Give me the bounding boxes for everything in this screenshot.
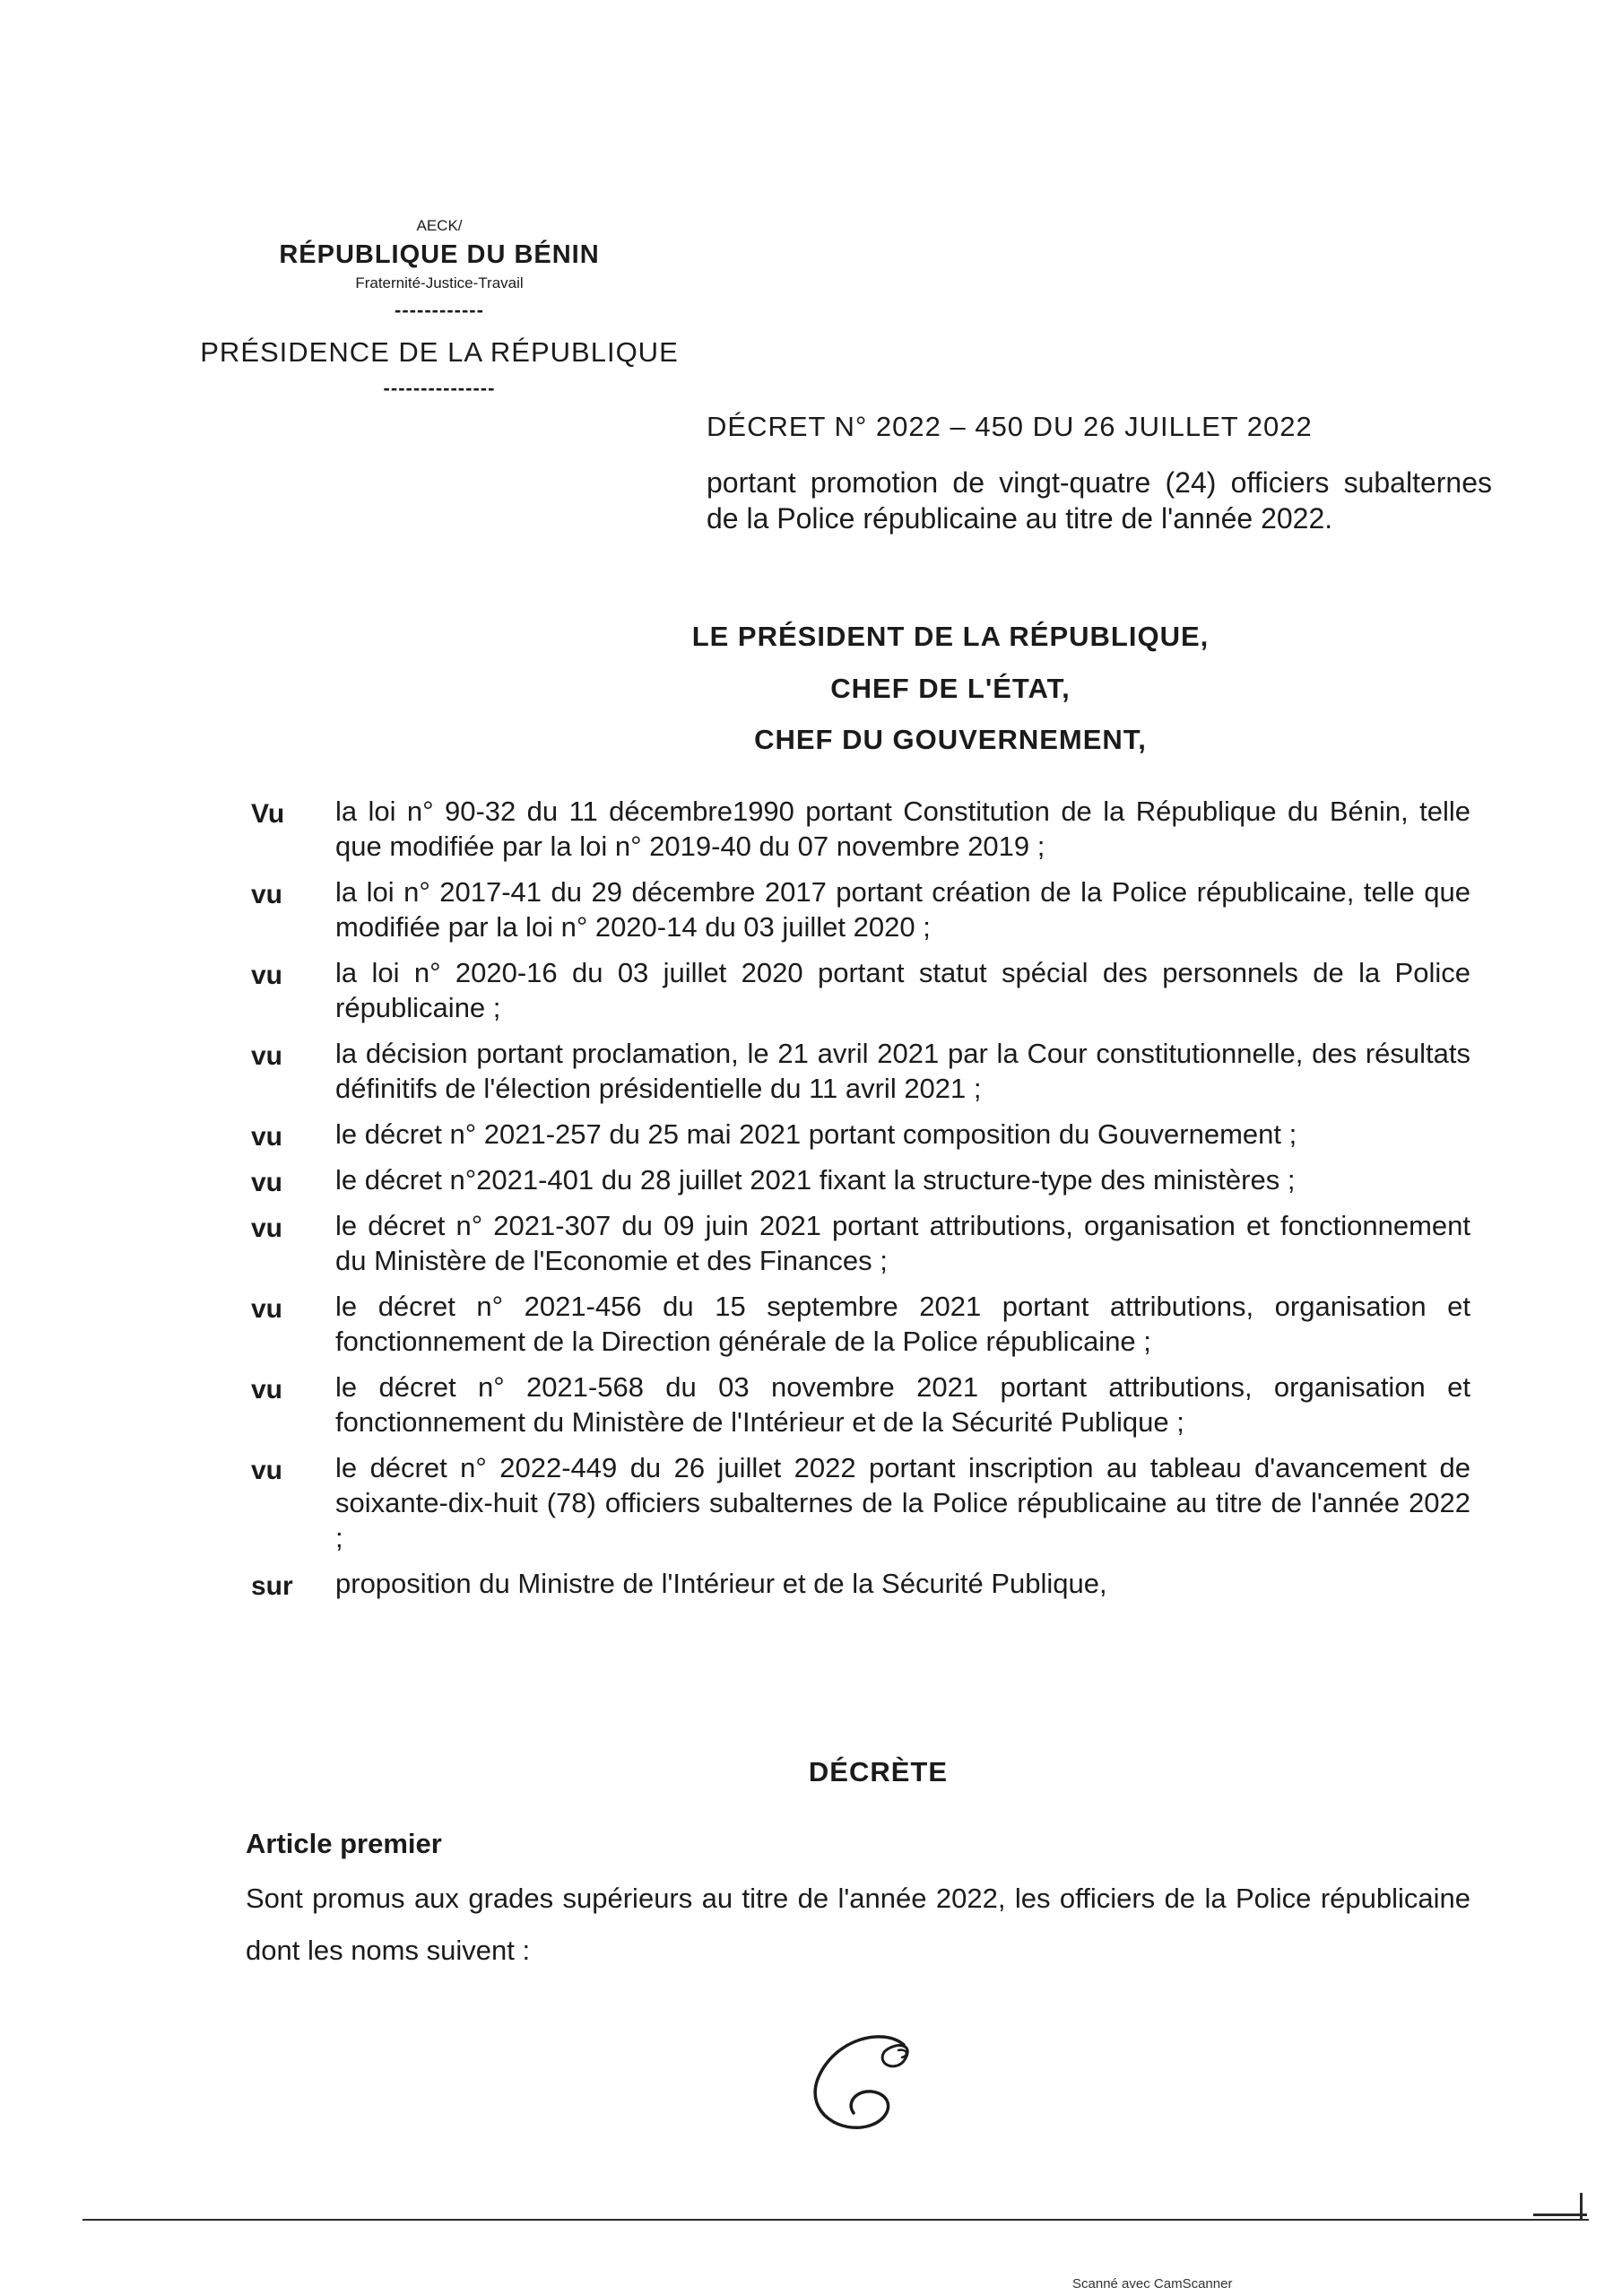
visa-keyword: sur: [251, 1571, 293, 1601]
decree-object: portant promotion de vingt-quatre (24) officiers subalternes de la Police républicaine au titre de l'année 2022.: [707, 466, 1492, 535]
republic-heading: RÉPUBLIQUE DU BÉNIN: [279, 240, 600, 269]
president-title-line-1: LE PRÉSIDENT DE LA RÉPUBLIQUE,: [691, 621, 1210, 652]
visa-text: la loi n° 90-32 du 11 décembre1990 portant Constitution de la République du Bénin, telle que modifiée par la loi n° 2019-40 du 07 novembre 2019 ;: [335, 796, 1470, 862]
visa-item: [251, 1208, 1470, 1278]
visa-keyword: vu: [251, 1122, 283, 1152]
document-sigle: AECK/: [416, 217, 463, 234]
visa-keyword: vu: [251, 1041, 283, 1071]
visa-keyword: vu: [251, 1456, 283, 1485]
visa-text: le décret n° 2021-257 du 25 mai 2021 portant composition du Gouvernement ;: [335, 1118, 1297, 1150]
visa-text: le décret n° 2022-449 du 26 juillet 2022 portant inscription au tableau d'avancement de soixante-dix-huit (78) officiers subalternes de la Police républicaine au titre de l'année 2022 ;: [335, 1452, 1470, 1553]
visa-item: [251, 1450, 1470, 1555]
decree-title: DÉCRET N° 2022 – 450 DU 26 JUILLET 2022: [707, 411, 1313, 442]
header-separator: ------------: [395, 299, 484, 321]
visa-item: [251, 1036, 1470, 1106]
scanner-watermark: Scanné avec CamScanner: [1072, 2276, 1233, 2292]
footer-tick: [1580, 2193, 1583, 2220]
visa-list: [251, 794, 1470, 1612]
visa-keyword: vu: [251, 1213, 283, 1243]
decrete-heading: DÉCRÈTE: [808, 1756, 949, 1787]
footer-rule-accent: [1533, 2213, 1587, 2216]
visa-text: le décret n°2021-401 du 28 juillet 2021 fixant la structure-type des ministères ;: [335, 1164, 1296, 1196]
visa-keyword: vu: [251, 1294, 283, 1324]
visa-text: la loi n° 2017-41 du 29 décembre 2017 portant création de la Police républicaine, telle que modifiée par la loi n° 2020-14 du 03 juillet 2020 ;: [335, 876, 1470, 943]
signature-initial-icon: [798, 2025, 932, 2142]
visa-text: le décret n° 2021-568 du 03 novembre 2021 portant attributions, organisation et fonctionnement du Ministère de l'Intérieur et de la Sécurité Publique ;: [335, 1371, 1470, 1438]
visa-text: le décret n° 2021-456 du 15 septembre 2021 portant attributions, organisation et fonctionnement de la Direction générale de la Police républicaine ;: [335, 1291, 1470, 1357]
visa-item: [251, 1370, 1470, 1439]
visa-text: proposition du Ministre de l'Intérieur et de la Sécurité Publique,: [335, 1568, 1107, 1599]
footer-rule: [82, 2219, 1589, 2221]
visa-keyword: Vu: [251, 799, 285, 829]
visa-item: [251, 794, 1470, 864]
president-title-line-3: CHEF DU GOUVERNEMENT,: [754, 724, 1147, 755]
visa-item: [251, 1117, 1470, 1152]
visa-item: [251, 874, 1470, 944]
visa-text: le décret n° 2021-307 du 09 juin 2021 portant attributions, organisation et fonctionnement du Ministère de l'Economie et des Finances ;: [335, 1210, 1470, 1276]
president-title-line-2: CHEF DE L'ÉTAT,: [830, 673, 1071, 704]
visa-keyword: vu: [251, 1168, 283, 1197]
article-title: Article premier: [246, 1828, 442, 1859]
visa-item: [251, 1162, 1470, 1197]
article-body: Sont promus aux grades supérieurs au titre de l'année 2022, les officiers de la Police républicaine dont les noms suivent :: [246, 1883, 1470, 1966]
visa-item: [251, 955, 1470, 1025]
visa-text: la décision portant proclamation, le 21 avril 2021 par la Cour constitutionnelle, des résultats définitifs de l'élection présidentielle du 11 avril 2021 ;: [335, 1038, 1470, 1104]
visa-item: [251, 1566, 1470, 1601]
visa-keyword: vu: [251, 880, 283, 909]
visa-keyword: vu: [251, 1375, 283, 1405]
visa-item: [251, 1289, 1470, 1359]
visa-keyword: vu: [251, 961, 283, 990]
presidence-heading: PRÉSIDENCE DE LA RÉPUBLIQUE: [200, 336, 679, 368]
national-motto: Fraternité-Justice-Travail: [355, 274, 524, 291]
visa-text: la loi n° 2020-16 du 03 juillet 2020 portant statut spécial des personnels de la Police républicaine ;: [335, 957, 1470, 1023]
header-separator: ---------------: [383, 377, 496, 399]
